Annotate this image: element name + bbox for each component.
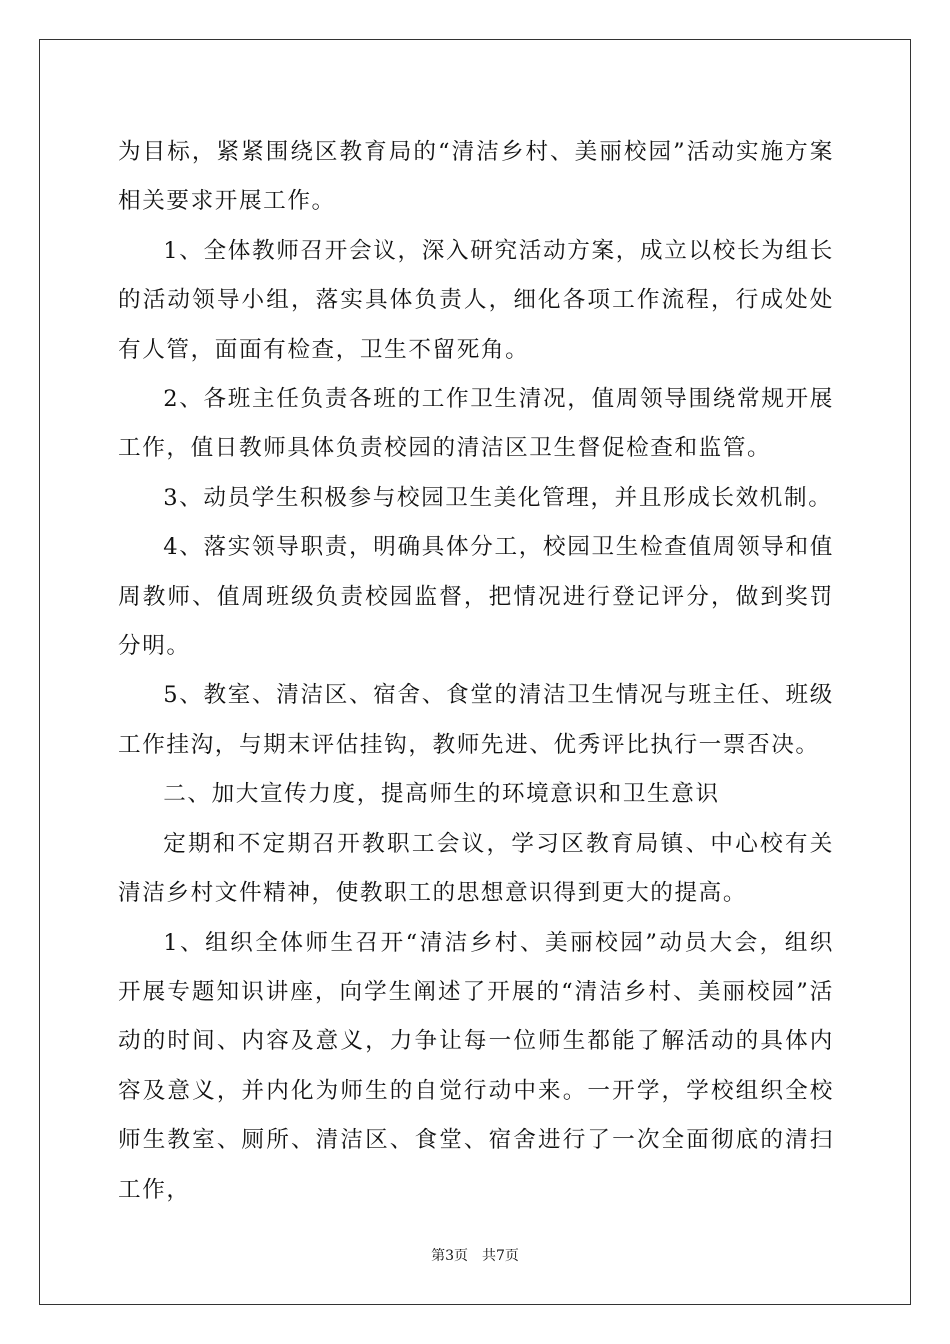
page-number: 第3页: [431, 1248, 468, 1264]
page-footer: [0, 1247, 950, 1265]
paragraph-3: 2、各班主任负责各班的工作卫生清况，值周领导围绕常规开展工作，值日教师具体负责校园的清洁区卫生督促检查和监管。: [118, 386, 834, 462]
section-heading: 二、加大宣传力度，提高师生的环境意识和卫生意识: [163, 781, 720, 808]
paragraph-6: 5、教室、清洁区、宿舍、食堂的清洁卫生情况与班主任、班级工作挂沟，与期末评估挂钩，教师先进、优秀评比执行一票否决。: [118, 682, 834, 758]
paragraph-1: 为目标，紧紧围绕区教育局的“清洁乡村、美丽校园”活动实施方案相关要求开展工作。: [118, 139, 834, 215]
page-total: 共7页: [482, 1248, 519, 1264]
document-body: [118, 128, 834, 1215]
paragraph-5: 4、落实领导职责，明确具体分工，校园卫生检查值周领导和值周教师、值周班级负责校园监督，把情况进行登记评分，做到奖罚分明。: [118, 534, 834, 660]
paragraph-2: 1、全体教师召开会议，深入研究活动方案，成立以校长为组长的活动领导小组，落实具体负责人，细化各项工作流程，行成处处有人管，面面有检查，卫生不留死角。: [118, 237, 834, 363]
paragraph-8: 1、组织全体师生召开“清洁乡村、美丽校园”动员大会，组织开展专题知识讲座，向学生阐述了开展的“清洁乡村、美丽校园”活动的时间、内容及意义，力争让每一位师生都能了解活动的具体内容及意义，并内化为师生的自觉行动中来。一开学，学校组织全校师生教室、厕所、清洁区、食堂、宿舍进行了一次全面彻底的清扫工作，: [118, 929, 834, 1203]
paragraph-4: 3、动员学生积极参与校园卫生美化管理，并且形成长效机制。: [163, 484, 833, 511]
paragraph-7: 定期和不定期召开教职工会议，学习区教育局镇、中心校有关清洁乡村文件精神，使教职工的思想意识得到更大的提高。: [118, 830, 834, 907]
